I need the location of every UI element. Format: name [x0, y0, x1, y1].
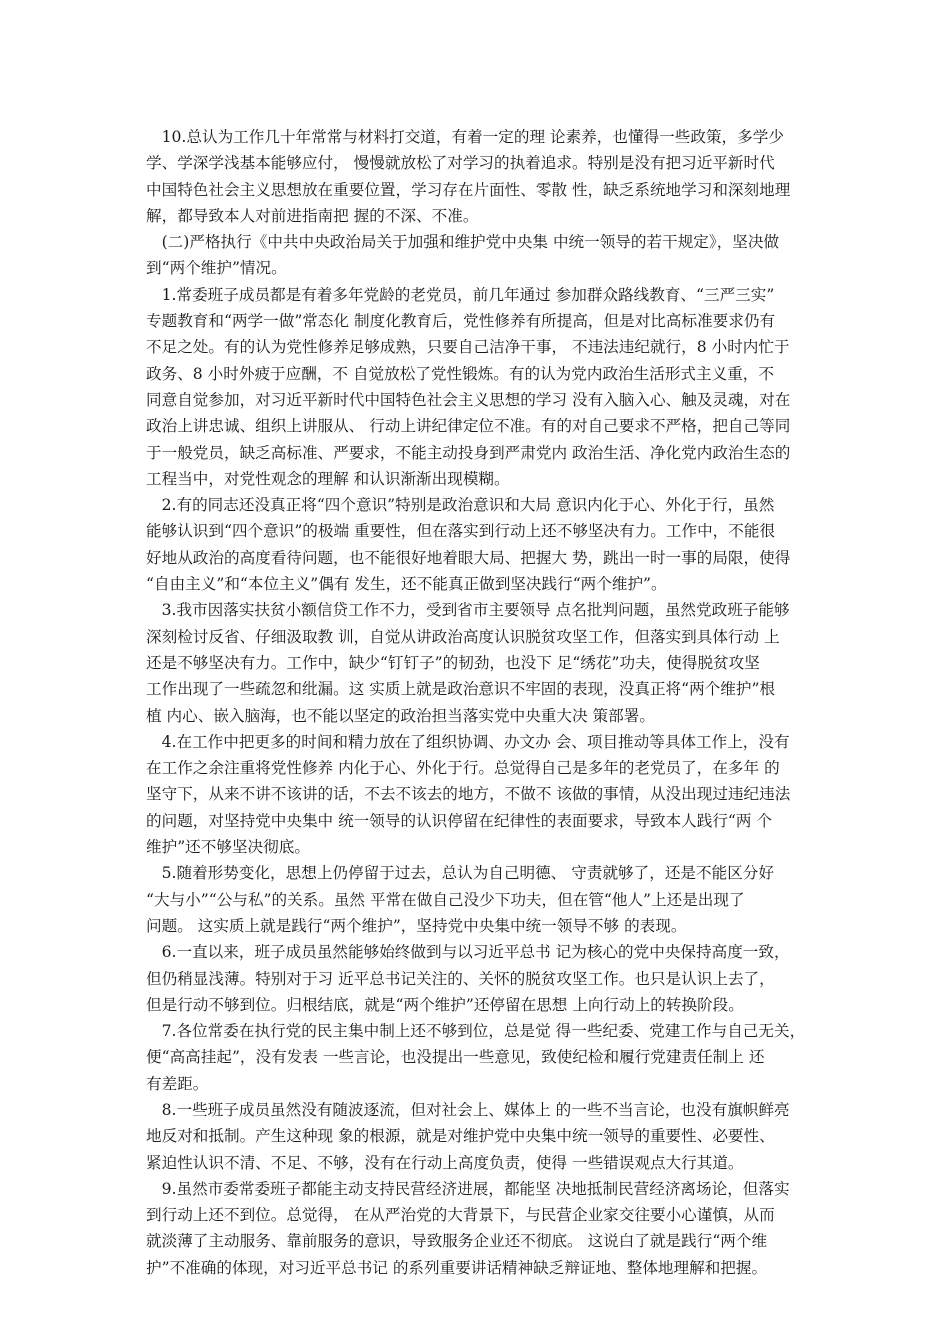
text-line: 到行动上还不到位。总觉得， 在从严治党的大背景下，与民营企业家交往要小心谨慎，从而: [146, 1206, 775, 1225]
text-line: 工作出现了一些疏忽和纰漏。这 实质上就是政治意识不牢固的表现，没真正将“两个维护”根: [146, 680, 776, 699]
text-line: 4.在工作中把更多的时间和精力放在了组织协调、办文办 会、项目推动等具体工作上，没有: [146, 732, 790, 751]
text-line: 同意自觉参加，对习近平新时代中国特色社会主义思想的学习 没有入脑入心、触及灵魂，对在: [146, 390, 791, 409]
paragraph-s6: [146, 939, 812, 1018]
text-line: 6.一直以来，班子成员虽然能够始终做到与以习近平总书 记为核心的党中央保持高度一致，: [146, 943, 790, 962]
text-line: 护”不准确的体现，对习近平总书记 的系列重要讲话精神缺乏辩证地、整体地理解和把握。: [146, 1258, 768, 1277]
text-line: 在工作之余注重将党性修养 内化于心、外化于行。总觉得自己是多年的老党员了，在多年 的: [146, 759, 780, 778]
paragraph-s9: [146, 1176, 812, 1281]
text-line: (二)严格执行《中共中央政治局关于加强和维护党中央集 中统一领导的若干规定》，坚决做: [146, 233, 780, 252]
text-line: 坚守下，从来不讲不该讲的话，不去不该去的地方，不做不 该做的事情，从没出现过违纪违法: [146, 785, 791, 804]
text-line: 9.虽然市委常委班子都能主动支持民营经济进展，都能坚 决地抵制民营经济离场论，但落实: [146, 1179, 790, 1198]
paragraph-s4: [146, 729, 812, 860]
text-line: 还是不够坚决有力。工作中，缺少“钉钉子”的韧劲，也没下 足“绣花”功夫，使得脱贫攻坚: [146, 653, 760, 672]
paragraph-p10: [146, 124, 812, 229]
text-line: 10.总认为工作几十年常常与材料打交道，有着一定的理 论素养，也懂得一些政策，多学少: [146, 128, 784, 146]
text-line: 政治上讲忠诚、组织上讲服从、 行动上讲纪律定位不准。有的对自己要求不严格，把自己等同: [146, 417, 791, 436]
text-line: 政务、8 小时外疲于应酬，不 自觉放松了党性锻炼。有的认为党内政治生活形式主义重，不: [146, 364, 774, 383]
text-line: 问题。 这实质上就是践行“两个维护”，坚持党中央集中统一领导不够 的表现。: [146, 916, 687, 935]
document-body: [146, 124, 812, 1281]
text-line: 维护”还不够坚决彻底。: [146, 838, 310, 857]
text-line: 到“两个维护”情况。: [146, 259, 287, 278]
text-line: 但仍稍显浅薄。特别对于习 近平总书记关注的、关怀的脱贫攻坚工作。也只是认识上去了，: [146, 969, 775, 988]
paragraph-section2: [146, 229, 812, 282]
paragraph-s8: [146, 1097, 812, 1176]
text-line: 便“高高挂起”，没有发表 一些言论，也没提出一些意见，致使纪检和履行党建责任制上 还: [146, 1048, 765, 1067]
text-line: 学、学深学浅基本能够应付， 慢慢就放松了对学习的执着追求。特别是没有把习近平新时代: [146, 154, 775, 173]
text-line: 8.一些班子成员虽然没有随波逐流，但对社会上、媒体上 的一些不当言论，也没有旗帜鲜亮: [146, 1100, 790, 1119]
text-line: 深刻检讨反省、仔细汲取教 训，自觉从讲政治高度认识脱贫攻坚工作，但落实到具体行动 上: [146, 627, 780, 646]
text-line: 3.我市因落实扶贫小额信贷工作不力，受到省市主要领导 点名批判问题，虽然党政班子能够: [146, 601, 790, 620]
text-line: 地反对和抵制。产生这种现 象的根源，就是对维护党中央集中统一领导的重要性、必要性、: [146, 1127, 775, 1146]
text-line: 于一般党员，缺乏高标准、严要求，不能主动投身到严肃党内 政治生活、净化党内政治生态的: [146, 443, 791, 462]
text-line: 但是行动不够到位。归根结底，就是“两个维护”还停留在思想 上向行动上的转换阶段。: [146, 995, 744, 1014]
paragraph-s2: [146, 492, 812, 597]
text-line: 好地从政治的高度看待问题，也不能很好地着眼大局、把握大 势，跳出一时一事的局限，使得: [146, 548, 791, 567]
text-line: 5.随着形势变化，思想上仍停留于过去，总认为自己明德、 守责就够了，还是不能区分好: [146, 864, 774, 883]
text-line: 解，都导致本人对前进指南把 握的不深、不准。: [146, 206, 479, 225]
text-line: 中国特色社会主义思想放在重要位置，学习存在片面性、零散 性，缺乏系统地学习和深刻地理: [146, 180, 791, 199]
text-line: “大与小”“公与私”的关系。虽然 平常在做自己没少下功夫，但在管“他人”上还是出现了: [146, 890, 745, 909]
text-line: 能够认识到“四个意识”的极端 重要性，但在落实到行动上还不够坚决有力。工作中，不能很: [146, 522, 776, 541]
text-line: 1.常委班子成员都是有着多年党龄的老党员，前几年通过 参加群众路线教育、“三严三实”: [146, 285, 775, 304]
text-line: “自由主义”和“本位主义”偶有 发生，还不能真正做到坚决践行“两个维护”。: [146, 575, 667, 594]
text-line: 7.各位常委在执行党的民主集中制上还不够到位，总是觉 得一些纪委、党建工作与自己无关，: [146, 1022, 806, 1041]
paragraph-s1: [146, 282, 812, 492]
text-line: 有差距。: [146, 1074, 209, 1093]
text-line: 紧迫性认识不清、不足、不够，没有在行动上高度负责，使得 一些错误观点大行其道。: [146, 1153, 744, 1172]
text-line: 的问题，对坚持党中央集中 统一领导的认识停留在纪律性的表面要求，导致本人践行“两 个: [146, 811, 773, 830]
paragraph-s7: [146, 1018, 812, 1097]
text-line: 植 内心、嵌入脑海，也不能以坚定的政治担当落实党中央重大决 策部署。: [146, 706, 655, 725]
text-line: 专题教育和“两学一做”常态化 制度化教育后，党性修养有所提高，但是对比高标准要求仍有: [146, 312, 776, 331]
text-line: 不足之处。有的认为党性修养足够成熟，只要自己洁净干事， 不违法违纪就行，8 小时内忙于: [146, 338, 790, 357]
paragraph-s3: [146, 597, 812, 728]
paragraph-s5: [146, 860, 812, 939]
text-line: 2.有的同志还没真正将“四个意识”特别是政治意识和大局 意识内化于心、外化于行，虽然: [146, 496, 775, 515]
text-line: 就淡薄了主动服务、靠前服务的意识，导致服务企业还不彻底。 这说白了就是践行“两个维: [146, 1232, 768, 1251]
text-line: 工程当中，对党性观念的理解 和认识渐渐出现模糊。: [146, 469, 510, 488]
